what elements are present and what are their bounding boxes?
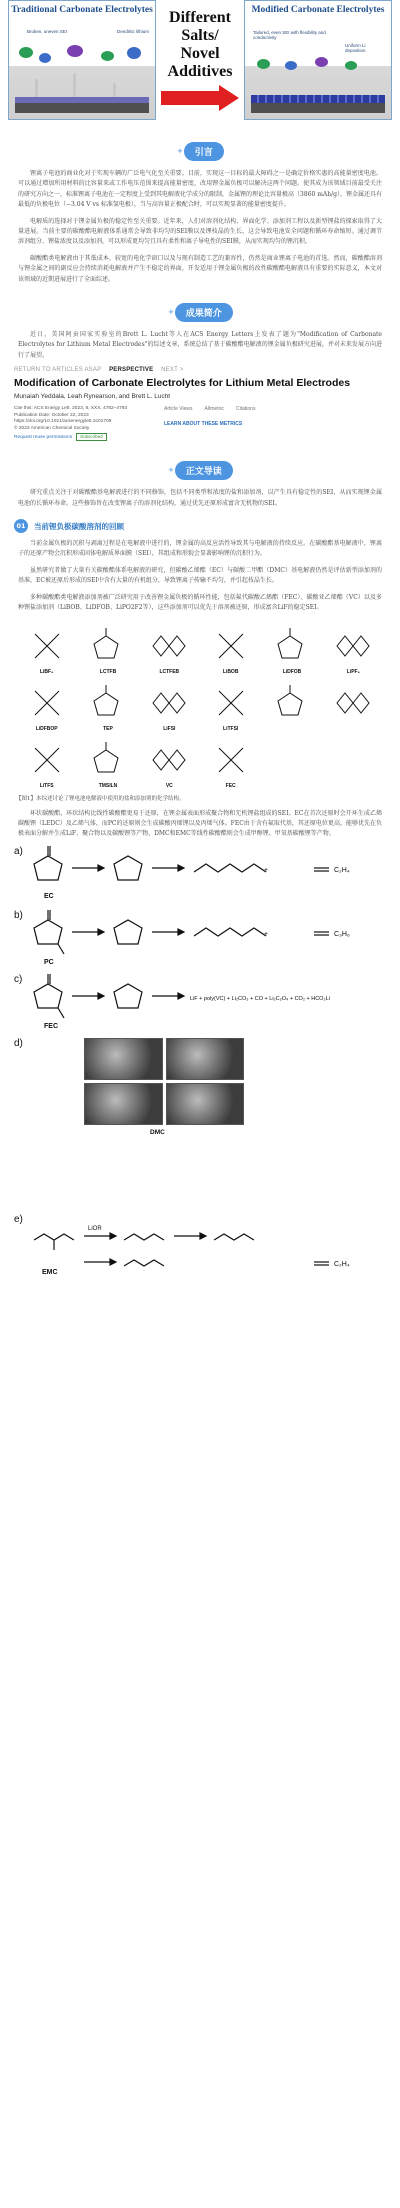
paper-title[interactable]: Modification of Carbonate Electrolytes for Lithium Metal Electrodes: [14, 377, 351, 390]
molecule-label: LiFSI: [163, 725, 176, 732]
scheme-c: [0, 974, 400, 1034]
scheme-product: C₂H₄: [334, 1260, 350, 1268]
paper-card: [0, 367, 400, 441]
paper-authors[interactable]: Munaiah Yeddala, Leah Rynearson, and Brett L. Lucht: [14, 393, 171, 401]
molecule-blob: [67, 45, 83, 57]
molecule-label: TMSILN: [98, 782, 118, 789]
scheme-product: LiF + poly(VC) + Li₂CO₃ + CO + Li₂C₂O₄ + CO₂ + HCO₂Li: [190, 995, 330, 1002]
structure-drawing: [145, 624, 193, 668]
section-title: 当前锂负极碳酸溶剂的回顾: [34, 521, 124, 531]
subscribed-badge: Subscribed: [76, 433, 107, 442]
banner-center-line: Novel: [180, 45, 220, 62]
svg-text:+: +: [264, 930, 269, 938]
scheme-reagent: LiOR: [88, 1225, 102, 1232]
learn-metrics-link[interactable]: LEARN ABOUT THESE METRICS: [164, 421, 243, 428]
scheme-product: C₂H₄: [334, 866, 350, 874]
molecule-label: LiDFOB: [282, 668, 302, 675]
scheme-tag: b): [14, 909, 23, 921]
article-type: PERSPECTIVE: [109, 367, 154, 374]
banner-center: [156, 0, 244, 120]
uniform-deposition-note: Uniform Li deposition: [345, 43, 366, 53]
tem-image: [166, 1038, 245, 1080]
metrics-block: [164, 406, 255, 441]
traditional-electrolyte-panel: [8, 0, 156, 120]
scheme-d: [0, 1038, 400, 1210]
section-paragraph: 当前金属负极的沉积与剥离过程是在电解液中进行的，锂金属的高反应活性导致其与电解液的持续反应。在碳酸酯基电解液中，锂离子的还原产物会沉积形成固体电解质界面膜（SEI），其组成和形貌会显著影响锂的沉积行为。: [18, 540, 382, 558]
svg-text:+: +: [264, 866, 269, 874]
molecule-blob: [101, 51, 114, 61]
molecule-blob: [19, 47, 33, 58]
lithium-electrode: [251, 103, 385, 113]
molecule-label: LiBF₄: [39, 668, 54, 675]
structure-drawing: [84, 738, 132, 782]
molecule-label: LiDFBOP: [35, 725, 58, 732]
structure-drawing: [207, 624, 255, 668]
molecule-blob: [127, 47, 141, 59]
molecule-label: FEC: [225, 782, 236, 789]
fec-reaction: [24, 974, 384, 1032]
sparkle-icon: ✦: [167, 307, 175, 318]
tem-image: [84, 1038, 163, 1080]
molecule-structure: [139, 681, 200, 732]
molecule-structure: [139, 738, 200, 789]
scheme-name: PC: [44, 958, 54, 966]
molecule-structure: [139, 624, 200, 675]
modified-panel-title: Modified Carbonate Electrolytes: [251, 5, 385, 15]
section-paragraph: 虽然研究者做了大量有关碳酸酯体系电解液的研究，但碳酸乙烯酯（EC）与碳酸二甲酯（DMC）基电解液仍然是评估新型添加剂的基准，EC被还原后形成的SEI中含有大量的有机组分，导致锂离子传输不均匀，并引起枝晶生长。: [18, 566, 382, 585]
reuse-permissions-link[interactable]: Request reuse permissions: [14, 434, 73, 440]
scheme-tag: e): [14, 1213, 23, 1225]
molecule-label: LiTFSI: [223, 725, 239, 732]
molecule-label: LCTFB: [99, 668, 117, 675]
ec-reaction: [24, 846, 384, 904]
molecule-structure: [323, 624, 384, 675]
intro-pill: 引言: [184, 142, 224, 161]
lithium-electrode: [15, 103, 149, 113]
scheme-name: FEC: [44, 1022, 58, 1030]
structure-drawing: [23, 624, 71, 668]
molecule-structure: [200, 681, 261, 732]
article-breadcrumb: [14, 367, 386, 373]
structure-drawing: [23, 738, 71, 782]
section-number: 01: [14, 519, 28, 533]
paper-meta: [14, 406, 386, 441]
molecule-label: LCTFEB: [159, 668, 180, 675]
molecule-structure: [200, 738, 261, 789]
copyright: © 2023 American Chemical Society: [14, 426, 90, 432]
structure-drawing: [84, 624, 132, 668]
main-header: [0, 461, 400, 480]
return-link[interactable]: RETURN TO ARTICLES ASAP: [14, 367, 102, 374]
molecule-label: TEP: [103, 725, 113, 732]
scheme-name: DMC: [150, 1128, 165, 1136]
section-heading: [0, 519, 400, 533]
intro-header: [0, 142, 400, 161]
section-paragraph: 环状碳酸酯，环状结构比线性碳酸酯更易于还原，在锂金属表面形成聚合物和无机锂盐组成的SEI。EC在首次还原时会开环生成乙烯碳酸锂（LEDC）及乙烯气体，而PC的还原则会生成碳酸丙烯锂以及丙烯气体。FEC由于含有氟取代基，其还原电位更高，能够优先在负极表面分解并生成LiF、聚合物以及碳酸锂等产物，DMC和EMC等线性碳酸酯则会生成甲醇锂、甲氧基碳酸锂等产物。: [18, 809, 382, 838]
result-header: [0, 303, 400, 322]
molecule-structure: [261, 681, 322, 732]
banner-center-line: Salts/: [181, 27, 219, 44]
main-paragraph: 研究重点关注于对碳酸酯基电解液进行的不同修饰，包括不同类型和浓度的盐和添加剂，以产生具有稳定性的SEI，从而实现锂金属电池的长循环寿命。这些修饰旨在改变锂离子的溶剂化结构，通过优先还原形成富含无机物的SEI。: [18, 489, 382, 507]
main-pill: 正文导读: [175, 461, 233, 480]
banner-center-line: Additives: [167, 63, 233, 80]
scheme-b: [0, 910, 400, 970]
pc-reaction: [24, 910, 384, 968]
molecule-label: LiTFS: [39, 782, 54, 789]
traditional-panel-title: Traditional Carbonate Electrolytes: [11, 5, 153, 15]
sparkle-icon: ✦: [167, 465, 175, 476]
tem-image: [84, 1083, 163, 1125]
molecule-blob: [285, 61, 297, 70]
sei-note: Broken, uneven SEI: [27, 29, 68, 34]
molecule-blob: [257, 59, 270, 69]
scheme-product: C₃H₆: [334, 930, 350, 938]
scheme-e: [0, 1214, 400, 1284]
article-views-label: Article Views: [164, 406, 193, 413]
molecule-blob: [39, 53, 51, 63]
structure-drawing: [145, 738, 193, 782]
structure-drawing: [329, 624, 377, 668]
structure-drawing: [145, 681, 193, 725]
citation-line: Cite this: ACS Energy Lett. 2023, 8, XXX, 4782–4793: [14, 406, 128, 412]
uniform-sei-layer: [251, 95, 385, 103]
scheme-tag: a): [14, 845, 23, 857]
molecule-structure: [16, 681, 77, 732]
sparkle-icon: ✦: [176, 146, 184, 157]
molecule-structure: [200, 624, 261, 675]
citations-label: Citations: [235, 406, 256, 413]
molecule-label: LiPF₆: [346, 668, 360, 675]
molecule-structure: [77, 624, 138, 675]
microscopy-panel: [84, 1038, 386, 1136]
emc-reaction: [24, 1214, 384, 1280]
scheme-tag: d): [14, 1037, 23, 1049]
scheme-name: EMC: [42, 1268, 58, 1276]
tailored-sei-note: Tailored, even SEI with flexibility and conductivity: [253, 30, 326, 40]
section-paragraph: 多种碳酸酯类电解液添加剂被广泛研究用于改善锂金属负极的循环性能，包括氟代碳酸乙烯酯（FEC）、碳酸亚乙烯酯（VC）以及多种锂盐添加剂（LiBOB、LiDFOB、LiPO2F2等），这些添加剂可以优先于溶剂被还原，形成富含LiF的稳定SEI。: [18, 593, 382, 612]
structure-drawing: [329, 681, 377, 725]
intro-paragraph: 碳酸酯类电解液由于其低成本、较宽的电化学窗口以及与现有制造工艺的兼容性，仍然是商业锂离子电池的首选。然而，碳酸酯溶剂与锂金属之间的副反应会持续消耗电解液并产生不稳定的界面，开发适用于锂金属负极的改性碳酸酯电解液具有重要的实际意义，本文对该领域的近期进展进行了全面综述。: [18, 254, 382, 283]
intro-paragraph: 电解质的选择对于锂金属负极的稳定性至关重要。近年来，人们对溶剂化结构、界面化学、添加剂工程以及新型锂盐的探索取得了大量进展。当前主要的碳酸酯电解液体系通常会导致非均匀的SEI膜以及锂枝晶的生长，这会导致电池安全问题和循环寿命缩短。通过调节溶剂组分、锂盐浓度以及添加剂，可以形成更均匀且具有柔性和离子导电性的SEI膜，从而实现均匀的锂沉积。: [18, 217, 382, 246]
scheme-a: [0, 846, 400, 906]
figure-caption: 【图1】本综述讨论了锂电池电解液中使用的盐和添加剂的化学结构。: [16, 795, 185, 802]
scheme-name: EC: [44, 892, 54, 900]
structure-drawing: [84, 681, 132, 725]
result-paragraph: 近日，美国阿贡国家实验室的Brett L. Lucht等人在ACS Energy Letters上发表了题为"Modification of Carbonate Electrolytes for Lithium Metal Electrodes"的综述文章，系统总结了基于碳酸酯电解液的锂金属负极研究进展，并对未来发展方向进行了展望。: [18, 331, 382, 359]
tem-image: [166, 1083, 245, 1125]
structure-drawing: [207, 681, 255, 725]
intro-paragraph: 锂离子电池的商业化对于实现车辆的广泛电气化至关重要。目前，实现这一目标的最大障碍之一是确定价格实惠的高能量密度电池。可以通过增加所用材料的比容量来或工作电压范围来提高能量密度，改用锂金属负极可以解决这两个问题。使其成为该领域目前最受关注的研究方向之一，标准锂离子电池在一定程度上受到其电解液化学成分的限制，金属锂的理论比容量极高（3860 mAh/g），锂金属还具有最低的负极电位（−3.04 V vs 标准氢电极），当与高容量正极配合时，可以实现显著的能量密度提升。: [18, 170, 382, 209]
citation-block: [14, 406, 164, 441]
molecule-blob: [315, 57, 328, 67]
molecule-structure: [323, 681, 384, 732]
molecule-structure: [77, 681, 138, 732]
structure-drawing: [268, 681, 316, 725]
banner-center-line: Different: [169, 9, 231, 26]
molecule-figure: [0, 620, 400, 793]
molecule-blob: [345, 61, 357, 70]
structure-drawing: [207, 738, 255, 782]
molecule-structure: [261, 624, 322, 675]
doi-link[interactable]: https://doi.org/10.1021/acsenergylett.3c01709: [14, 419, 112, 425]
structure-drawing: [23, 681, 71, 725]
molecule-structure: [77, 738, 138, 789]
result-pill: 成果简介: [175, 303, 233, 322]
publication-date: Publication Date: October 22, 2023: [14, 412, 89, 418]
graphical-abstract: [8, 0, 392, 120]
altmetric-label: Altmetric: [204, 406, 224, 413]
dendrite-note: Dendritic lithium: [116, 29, 149, 34]
next-link[interactable]: NEXT >: [161, 367, 184, 374]
molecule-label: LiBOB: [222, 668, 239, 675]
modified-electrolyte-panel: [244, 0, 392, 120]
structure-drawing: [268, 624, 316, 668]
molecule-structure: [16, 738, 77, 789]
molecule-structure: [16, 624, 77, 675]
scheme-tag: c): [14, 973, 23, 985]
molecule-label: VC: [165, 782, 173, 789]
right-arrow-icon: [161, 85, 239, 111]
